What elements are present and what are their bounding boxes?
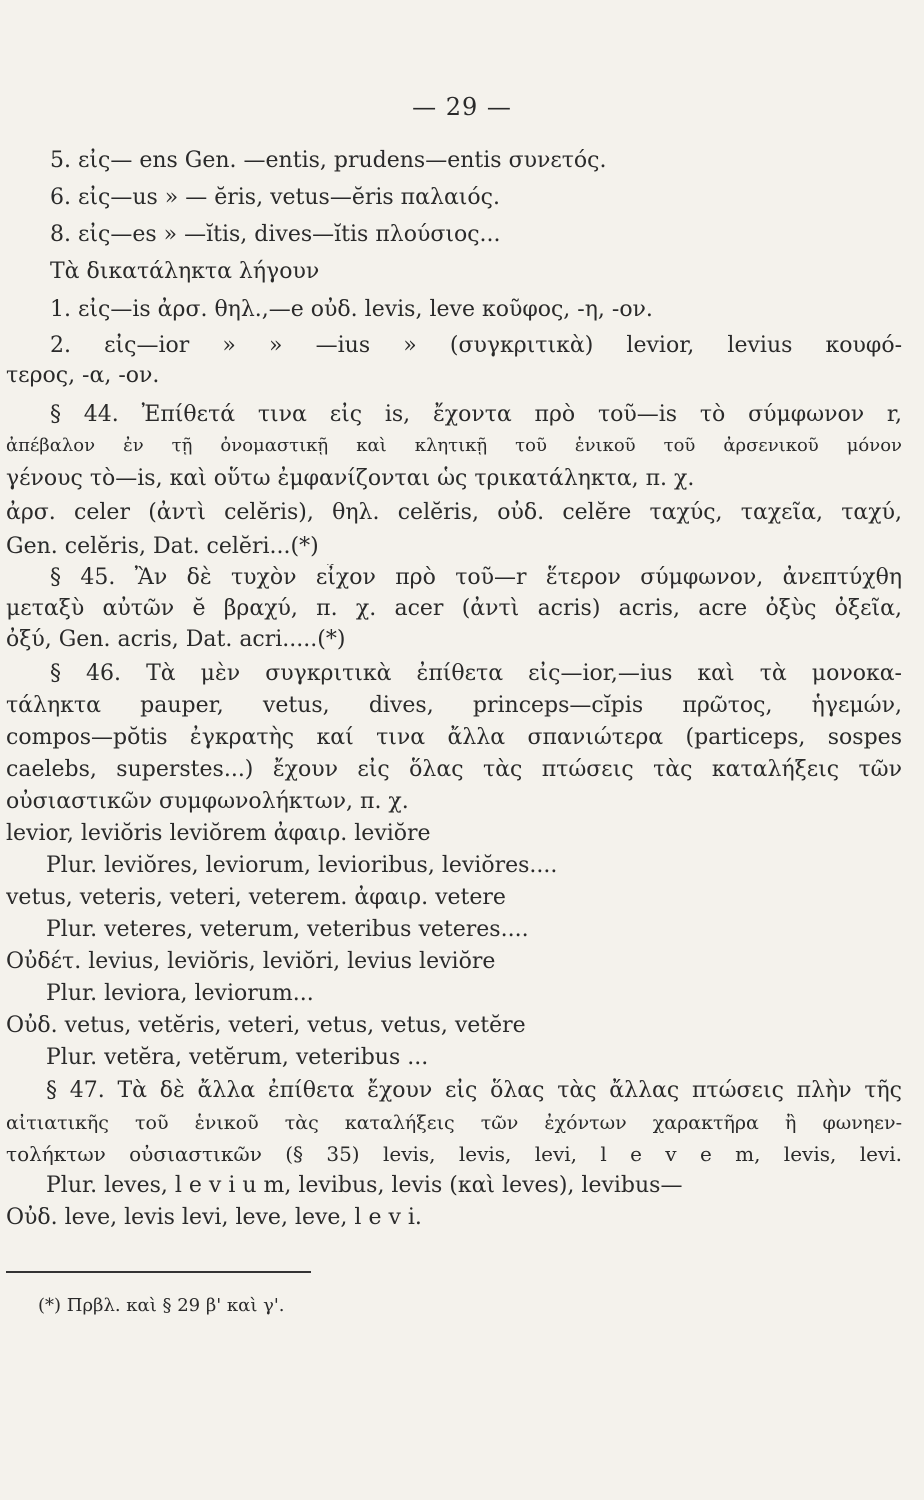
text-line: Plur. vetĕra, vetĕrum, veteribus ... [46,1045,429,1070]
text-line: 1. εἰς—is ἀρσ. θηλ.,—e οὐδ. levis, leve κοῦφος, -η, -ον. [50,297,653,322]
footnote: (*) Πρβλ. καὶ § 29 β' καὶ γ'. [38,1295,285,1316]
text-line: γένους τὸ—is, καὶ οὕτω ἐμφανίζονται ὡς τρικατάληκτα, π. χ. [6,466,695,491]
text-line: ἀρσ. celer (ἀντὶ celĕris), θηλ. celĕris, οὐδ. celĕre ταχύς, ταχεῖα, ταχύ, [6,500,902,525]
text-line: ἀπέβαλον ἐν τῇ ὀνομαστικῇ καὶ κλητικῇ τοῦ ἑνικοῦ τοῦ ἀρσενικοῦ μόνον [6,435,902,456]
text-line: vetus, veteris, veteri, veterem. ἀφαιρ. vetere [6,885,506,910]
text-line: Οὐδ. vetus, vetĕris, veteri, vetus, vetus, vetĕre [6,1013,526,1038]
text-line: αἰτιατικῆς τοῦ ἑνικοῦ τὰς καταλήξεις τῶν ἐχόντων χαρακτῆρα ἢ φωνηεν- [6,1112,902,1134]
text-line: § 47. Τὰ δὲ ἄλλα ἐπίθετα ἔχουν εἰς ὅλας τὰς ἄλλας πτώσεις πλὴν τῆς [46,1078,902,1103]
text-line: Οὐδ. leve, levis levi, leve, leve, l e v i. [6,1205,422,1230]
text-line: Plur. leviŏres, leviorum, levioribus, leviŏres.... [46,853,558,878]
text-line: 2. εἰς—ior » » —ius » (συγκριτικὰ) levior, levius κουφό- [50,333,902,358]
text-line: ὀξύ, Gen. acris, Dat. acri.....(*) [6,627,346,652]
text-line: 8. εἰς—es » —ĭtis, dives—ĭtis πλούσιος... [50,222,501,247]
text-line: Οὐδέτ. levius, leviŏris, leviŏri, levius leviŏre [6,949,496,974]
text-line: 6. εἰς—us » — ĕris, vetus—ĕris παλαιός. [50,185,500,210]
text-line: caelebs, superstes...) ἔχουν εἰς ὅλας τὰς πτώσεις τὰς καταλήξεις τῶν [6,757,902,782]
text-line: compos—pŏtis ἐγκρατὴς καί τινα ἄλλα σπανιώτερα (particeps, sospes [6,725,902,750]
text-line: οὐσιαστικῶν συμφωνολήκτων, π. χ. [6,789,409,814]
text-line: Plur. leves, l e v i u m, levibus, levis (καὶ leves), levibus— [46,1173,683,1198]
text-line: § 44. Ἐπίθετά τινα εἰς is, ἔχοντα πρὸ τοῦ—is τὸ σύμφωνον r, [50,402,902,427]
text-line: τάληκτα pauper, vetus, dives, princeps—cĭpis πρῶτος, ἡγεμών, [6,693,902,718]
text-line: Gen. celĕris, Dat. celĕri...(*) [6,534,319,559]
page-number: — 29 — [412,93,512,121]
footnote-divider [6,1271,311,1273]
text-line: μεταξὺ αὐτῶν ĕ βραχύ, π. χ. acer (ἀντὶ acris) acris, acre ὀξὺς ὀξεῖα, [6,596,902,621]
text-line: § 46. Τὰ μὲν συγκριτικὰ ἐπίθετα εἰς—ior,—ius καὶ τὰ μονοκα- [50,661,902,686]
text-line: Plur. leviora, leviorum... [46,981,314,1006]
text-line: Τὰ δικατάληκτα λήγουν [50,259,320,284]
text-line: τερος, -α, -ον. [6,363,160,388]
text-line: τολήκτων οὐσιαστικῶν (§ 35) levis, levis, levi, l e v e m, levis, levi. [6,1142,902,1166]
text-line: § 45. Ἂν δὲ τυχὸν εἶχον πρὸ τοῦ—r ἕτερον σύμφωνον, ἀνεπτύχθη [50,565,902,590]
text-line: Plur. veteres, veterum, veteribus veteres.... [46,917,529,942]
text-line: 5. εἰς— ens Gen. —entis, prudens—entis συνετός. [50,148,607,173]
text-line: levior, leviŏris leviŏrem ἀφαιρ. leviŏre [6,821,431,846]
